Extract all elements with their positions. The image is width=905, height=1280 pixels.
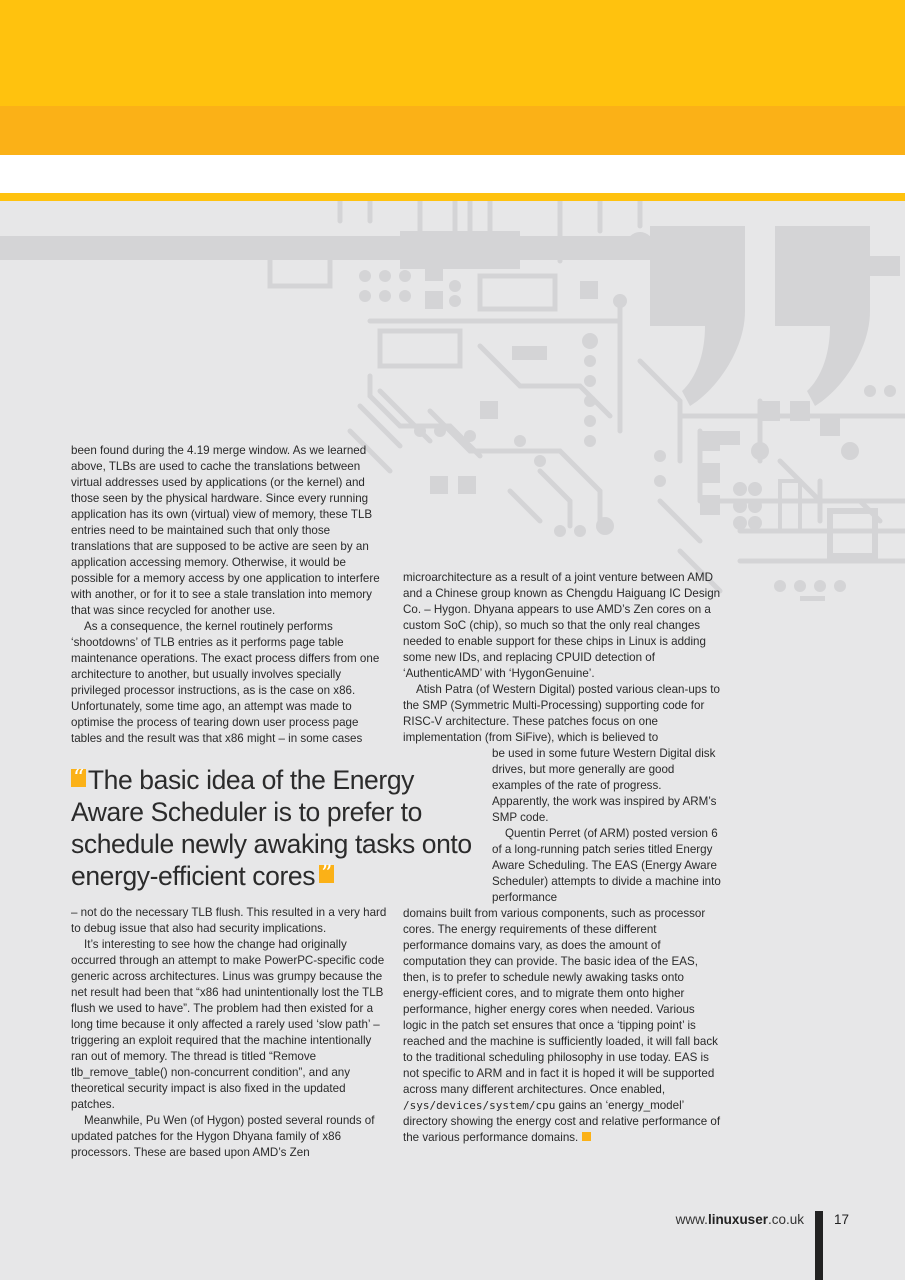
- end-of-article-icon: [582, 1132, 591, 1141]
- pull-quote: [71, 764, 481, 892]
- header-band-orange: [0, 106, 905, 155]
- header-gap: [0, 155, 905, 193]
- column-1-bottom: [71, 905, 389, 1161]
- url-suffix: .co.uk: [767, 1212, 804, 1227]
- url-prefix: www.: [675, 1212, 708, 1227]
- paragraph-text: gains an ‘energy_model’ directory showing the energy cost and relative performance of the various performance domains.: [403, 1099, 721, 1144]
- paragraph: Quentin Perret (of ARM) posted version 6 of a long-running patch series titled Energy Aware Scheduling. The EAS (Energy Aware Scheduler) attempts to divide a machine into performance: [492, 827, 721, 904]
- footer-divider: [815, 1211, 823, 1280]
- paragraph-text: domains built from various components, such as processor cores. The energy requirements of these different performance domains vary, as does the amount of computation they can provide. The basic idea of the EAS, then, is to prefer to schedule newly awaking tasks onto energy-efficient cores, and to migrate them onto higher performance, higher energy cores when needed. Various logic in the patch set ensures that once a ‘tipping point’ is reached and the machine is sufficiently loaded, it will fall back to the traditional scheduling philosophy in use today. EAS is not specific to ARM and in fact it is hoped it will be supported across many different architectures. Once enabled,: [403, 907, 718, 1096]
- paragraph: [403, 906, 721, 1146]
- paragraph: – not do the necessary TLB flush. This resulted in a very hard to debug issue that also had security implications.: [71, 906, 387, 935]
- pull-quote-text: The basic idea of the Energy Aware Scheduler is to prefer to schedule newly awaking tasks onto energy-efficient cores: [71, 765, 472, 891]
- header-rule: [0, 193, 905, 201]
- column-1-top: [71, 443, 389, 747]
- column-2-middle: [492, 746, 721, 906]
- paragraph: It’s interesting to see how the change had originally occurred through an attempt to make PowerPC-specific code generic across architectures. Linus was grumpy because the net result had been that “x86 had unintentionally lost the TLB flush we used to have”. The problem had then existed for a long time because it only affected a rarely used ‘slow path’ – triggering an exploit required that the machine intentionally ran out of memory. The thread is titled “Remove tlb_remove_table() non-concurrent condition”, and any theoretical security impact is also fixed in the updated patches.: [71, 938, 385, 1111]
- open-quote-icon: “: [73, 766, 84, 791]
- paragraph: As a consequence, the kernel routinely performs ‘shootdowns’ of TLB entries as it performs page table maintenance operations. The exact process differs from one architecture to another, but usually involves specially privileged processor instructions, as is the case on x86. Unfortunately, some time ago, an attempt was made to optimise the process of tearing down user process page tables and the result was that x86 might – in some cases: [71, 620, 380, 745]
- close-quote-icon: ”: [321, 862, 332, 887]
- column-2-top: [403, 570, 721, 746]
- column-2-bottom: [403, 906, 721, 1146]
- header-band-yellow: [0, 0, 905, 106]
- paragraph: microarchitecture as a result of a joint venture between AMD and a Chinese group known as Chengdu Haiguang IC Design Co. – Hygon. Dhyana appears to use AMD’s Zen cores on a custom SoC (chip), so much so that the only real changes needed to enable support for these chips in Linux is adding some new IDs, and replacing CPUID detection of ‘AuthenticAMD’ with ‘HygonGenuine’.: [403, 571, 721, 680]
- paragraph: Meanwhile, Pu Wen (of Hygon) posted several rounds of updated patches for the Hygon Dhyana family of x86 processors. These are based upon AMD’s Zen: [71, 1114, 375, 1159]
- footer-url: [676, 1212, 804, 1227]
- page-number: 17: [834, 1212, 850, 1227]
- paragraph: been found during the 4.19 merge window. As we learned above, TLBs are used to cache the translations between virtual addresses used by applications (or the kernel) and those seen by the physical hardware. Since every running application has its own (virtual) view of memory, these TLB entries need to be maintained such that only those translations that are supposed to be active are seen by an application accessing memory. Otherwise, it would be possible for a memory access by one application to interfere with another, or for it to see a stale translation into memory that was since recycled for another use.: [71, 444, 380, 617]
- url-brand: linuxuser: [707, 1212, 768, 1227]
- paragraph: be used in some future Western Digital disk drives, but more generally are good examples of the rate of progress. Apparently, the work was inspired by ARM’s SMP code.: [492, 747, 717, 824]
- sysfs-path: /sys/devices/system/cpu: [403, 1099, 556, 1112]
- paragraph: Atish Patra (of Western Digital) posted various clean-ups to the SMP (Symmetric Multi-Processing) supporting code for RISC-V architecture. These patches focus on one implementation (from SiFive), which is believed to: [403, 683, 720, 744]
